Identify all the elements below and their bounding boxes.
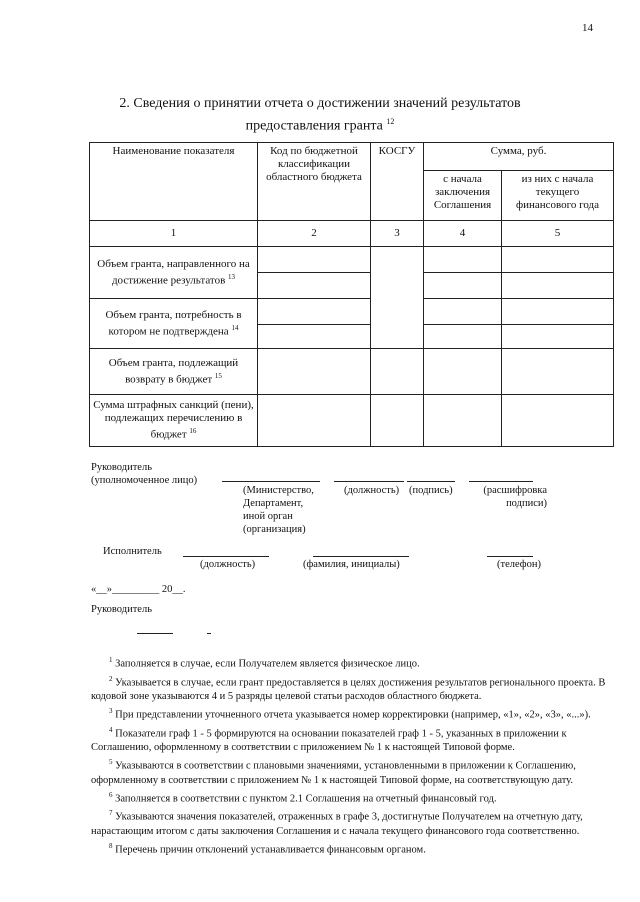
section-title xyxy=(60,95,580,136)
cell[interactable] xyxy=(424,273,502,299)
row-label-1: Объем гранта, направленного на достижение результатов $^{13}$ xyxy=(90,247,258,299)
cell[interactable] xyxy=(371,395,424,447)
exec-position-caption: (должность) xyxy=(200,559,256,570)
exec-phone-caption: (телефон) xyxy=(497,559,541,570)
cell[interactable] xyxy=(502,273,614,299)
row-label-4: Сумма штрафных санкций (пени), подлежащих перечислению в бюджет $^{16}$ xyxy=(90,395,258,447)
cell[interactable] xyxy=(424,247,502,273)
cell[interactable] xyxy=(502,299,614,325)
exec-name-line[interactable] xyxy=(313,556,409,557)
cell[interactable] xyxy=(371,349,424,395)
col-number-2: 2 xyxy=(258,221,371,247)
date-field[interactable]: «__»_________ 20__. xyxy=(91,584,186,595)
exec-name-caption: (фамилия, инициалы) xyxy=(303,559,400,570)
head2-line[interactable] xyxy=(137,633,173,634)
row-label-2: Объем гранта, потребность в котором не подтверждена $^{14}$ xyxy=(90,299,258,349)
footnotes xyxy=(91,653,614,857)
executor-label: Исполнитель xyxy=(103,546,162,557)
exec-phone-line[interactable] xyxy=(487,556,533,557)
sign-line[interactable] xyxy=(407,481,455,482)
header-since-agreement: с начала заключения Соглашения xyxy=(424,171,502,221)
exec-position-line[interactable] xyxy=(183,556,269,557)
report-table xyxy=(89,142,614,447)
footnote: $^8$ Перечень причин отклонений устанавливается финансовым органом. xyxy=(109,841,426,855)
decode-line[interactable] xyxy=(469,481,533,482)
head2-mark xyxy=(207,633,211,634)
page-number: 14 xyxy=(582,22,593,34)
header-since-year: из них с начала текущего финансового года xyxy=(502,171,614,221)
ministry-line[interactable] xyxy=(222,481,320,482)
header-indicator-name: Наименование показателя xyxy=(90,143,258,221)
row-label-3: Объем гранта, подлежащий возврату в бюджет $^{15}$ xyxy=(90,349,258,395)
decode-caption: (расшифровка подписи) xyxy=(483,485,547,509)
cell[interactable] xyxy=(258,395,371,447)
title-line-2: предоставления гранта $^{12}$ xyxy=(245,117,395,134)
cell[interactable] xyxy=(258,247,371,273)
cell[interactable] xyxy=(371,247,424,349)
footnote: $^1$ Заполняется в случае, если Получателем является физическое лицо. xyxy=(109,656,420,670)
cell[interactable] xyxy=(258,299,371,325)
cell[interactable] xyxy=(424,349,502,395)
head2-label: Руководитель xyxy=(91,604,152,615)
position-caption: (должность) xyxy=(344,485,400,496)
position-line[interactable] xyxy=(334,481,404,482)
col-number-3: 3 xyxy=(371,221,424,247)
col-number-1: 1 xyxy=(90,221,258,247)
footnote: $^3$ При представлении уточненного отчета указывается номер корректировки (например, «1», «2», «3», «...»). xyxy=(109,707,591,721)
footnote: $^7$ Указываются значения показателей, отраженных в графе 3, достигнутые Получателем на отчетную дату, нарастающим итогом с даты заключения Соглашения и с начала текущего финансового года соответственно. xyxy=(91,809,583,837)
head-label: Руководитель (уполномоченное лицо) xyxy=(91,462,198,486)
cell[interactable] xyxy=(424,299,502,325)
footnote: $^5$ Указываются в соответствии с плановыми значениями, установленными в приложении к Соглашению, оформленному в соответствии с приложением № 1 к настоящей Типовой форме, на соответствующую дату. xyxy=(91,758,576,786)
title-line-1: 2. Сведения о принятии отчета о достижении значений результатов xyxy=(119,96,521,111)
col-number-4: 4 xyxy=(424,221,502,247)
cell[interactable] xyxy=(258,325,371,349)
cell[interactable] xyxy=(424,325,502,349)
cell[interactable] xyxy=(258,273,371,299)
cell[interactable] xyxy=(502,395,614,447)
ministry-caption: (Министерство, Департамент, иной орган (организация) xyxy=(243,485,314,535)
sign-caption: (подпись) xyxy=(409,485,453,496)
header-sum: Сумма, руб. xyxy=(424,143,614,171)
title-note: 12 xyxy=(386,117,395,126)
footnote: $^2$ Указывается в случае, если грант предоставляется в целях достижения результатов регионального проекта. В кодовой зоне указываются 4 и 5 разряды целевой статьи расходов областного бюджета. xyxy=(91,674,606,702)
header-kosgu: КОСГУ xyxy=(371,143,424,221)
cell[interactable] xyxy=(258,349,371,395)
cell[interactable] xyxy=(424,395,502,447)
footnote: $^6$ Заполняется в соответствии с пунктом 2.1 Соглашения на отчетный финансовый год. xyxy=(109,790,497,804)
cell[interactable] xyxy=(502,325,614,349)
cell[interactable] xyxy=(502,247,614,273)
col-number-5: 5 xyxy=(502,221,614,247)
cell[interactable] xyxy=(502,349,614,395)
footnote: $^4$ Показатели граф 1 - 5 формируются на основании показателей граф 1 - 5, указанных в приложении к Соглашению, оформленному в соответствии с приложением № 1 к настоящей Типовой форме. xyxy=(91,725,567,753)
header-budget-code: Код по бюджетной классификации областного бюджета xyxy=(258,143,371,221)
